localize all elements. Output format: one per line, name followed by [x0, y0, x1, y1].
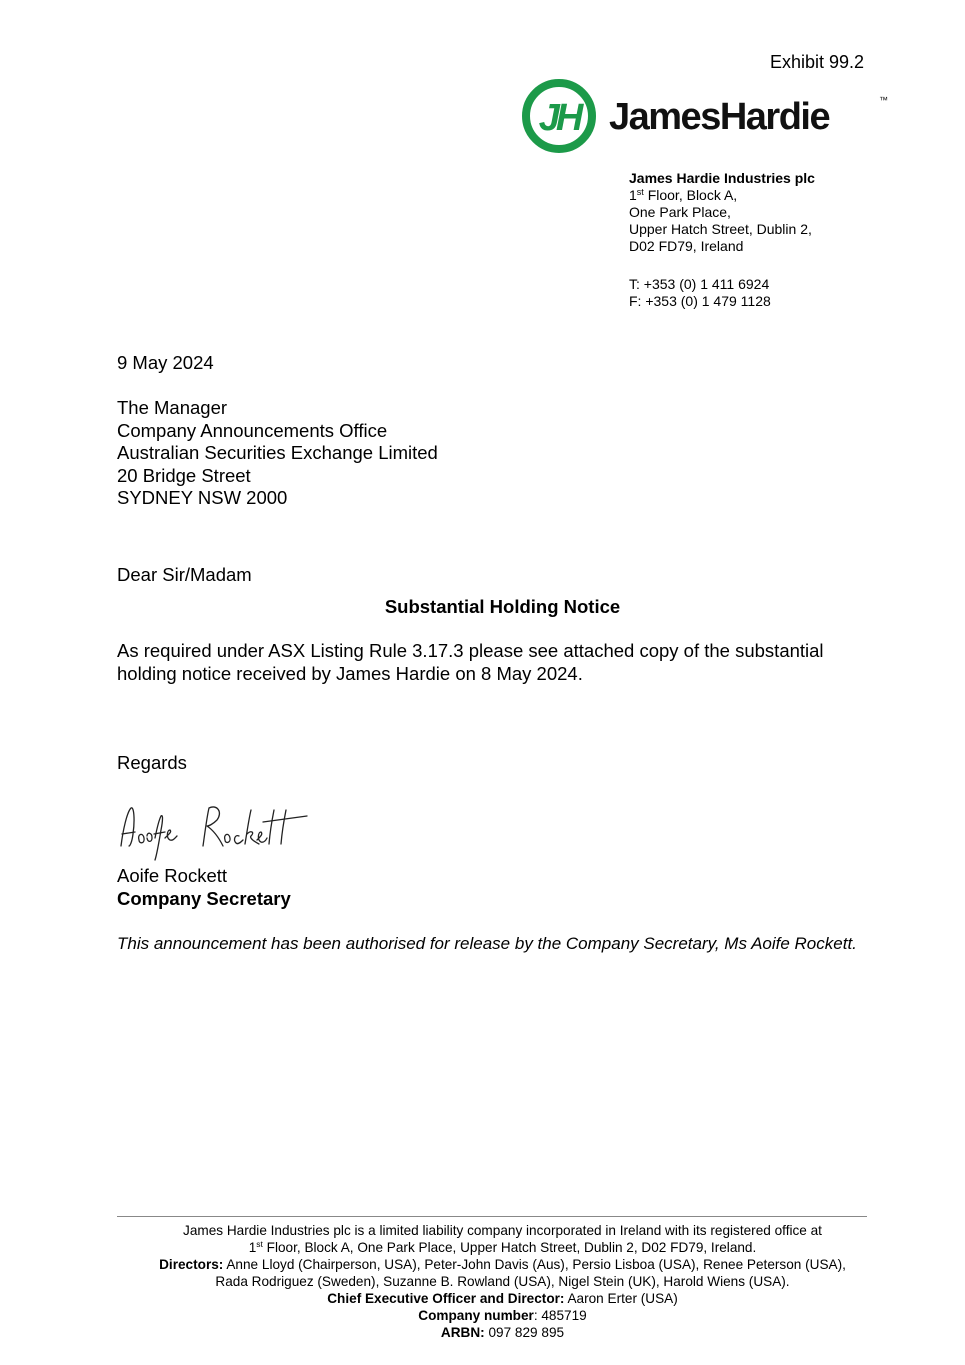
- footer: [117, 1222, 888, 1341]
- company-logo: [521, 77, 891, 155]
- footer-registration-line2: 1st Floor, Block A, One Park Place, Upper Hatch Street, Dublin 2, D02 FD79, Ireland.: [248, 1239, 757, 1255]
- footer-divider: [117, 1216, 867, 1217]
- recipient-address: [117, 397, 438, 510]
- svg-text:JH: JH: [538, 97, 580, 139]
- sender-address-line3: Upper Hatch Street, Dublin 2,: [629, 221, 812, 237]
- recipient-line: SYDNEY NSW 2000: [117, 487, 288, 508]
- authorisation-statement: This announcement has been authorised for release by the Company Secretary, Ms Aoife Rockett.: [117, 934, 857, 953]
- recipient-line: Company Announcements Office: [117, 419, 388, 441]
- jh-monogram-icon: [526, 83, 592, 149]
- sender-address: [629, 170, 815, 255]
- sender-address-line2: One Park Place,: [629, 204, 731, 220]
- recipient-line: Australian Securities Exchange Limited: [117, 442, 438, 463]
- footer-company-number: Company number: 485719: [418, 1308, 587, 1323]
- sender-company: James Hardie Industries plc: [629, 170, 815, 186]
- sender-phone: T: +353 (0) 1 411 6924: [629, 276, 770, 292]
- footer-directors-cont: Rada Rodriguez (Sweden), Suzanne B. Rowland (USA), Nigel Stein (UK), Harold Wiens (USA).: [215, 1274, 790, 1289]
- sender-address-line1: 1st Floor, Block A,: [629, 187, 738, 203]
- closing: Regards: [117, 752, 187, 773]
- subject-heading: Substantial Holding Notice: [384, 596, 621, 617]
- footer-ceo: Chief Executive Officer and Director: Aaron Erter (USA): [327, 1291, 678, 1306]
- signatory-title: Company Secretary: [117, 888, 291, 909]
- brand-wordmark: JamesHardie: [609, 96, 830, 138]
- handwritten-signature: [117, 800, 312, 864]
- footer-arbn: ARBN: 097 829 895: [440, 1325, 565, 1340]
- sender-address-line4: D02 FD79, Ireland: [629, 238, 744, 254]
- recipient-line: The Manager: [117, 397, 228, 418]
- letter-date: 9 May 2024: [117, 352, 214, 373]
- signatory-name: Aoife Rockett: [117, 865, 228, 886]
- recipient-line: 20 Bridge Street: [117, 464, 251, 486]
- sender-fax: F: +353 (0) 1 479 1128: [629, 293, 771, 309]
- trademark-symbol: ™: [879, 95, 888, 105]
- footer-directors: Directors: Anne Lloyd (Chairperson, USA), Peter-John Davis (Aus), Persio Lisboa (USA), Renee Peterson (USA),: [159, 1257, 846, 1272]
- footer-registration-line1: James Hardie Industries plc is a limited liability company incorporated in Ireland with its registered office at: [183, 1223, 822, 1238]
- salutation: Dear Sir/Madam: [117, 564, 252, 585]
- exhibit-label: Exhibit 99.2: [770, 52, 865, 72]
- sender-contact: [629, 276, 771, 310]
- body-paragraph: As required under ASX Listing Rule 3.17.3 please see attached copy of the substantial holding notice received by James Hardie on 8 May 2024.: [117, 640, 824, 684]
